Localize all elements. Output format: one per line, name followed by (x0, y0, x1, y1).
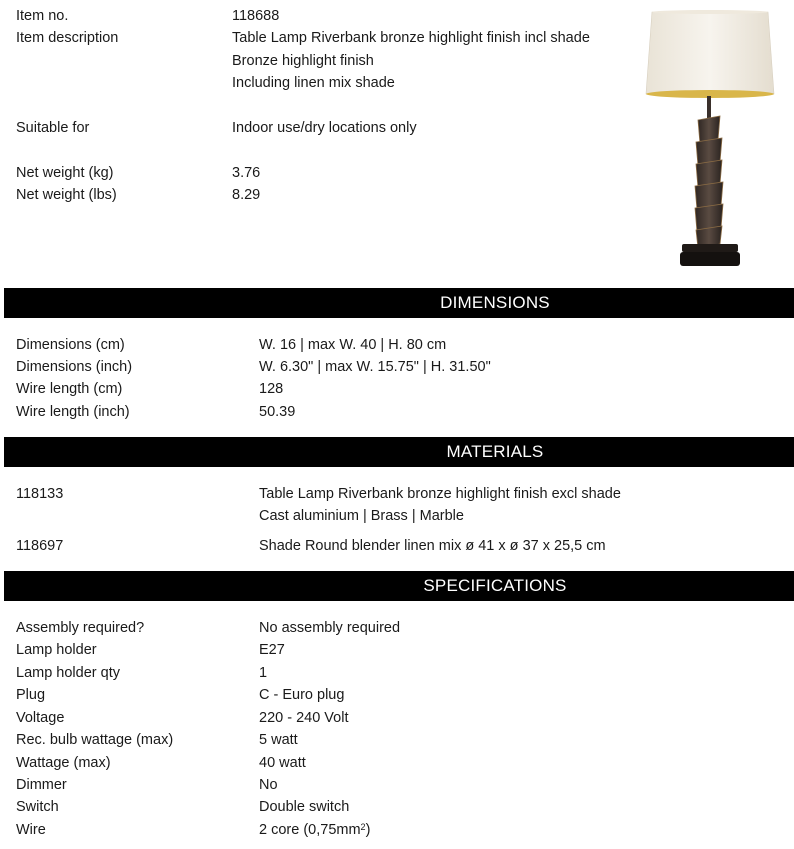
weight-lbs-label: Net weight (lbs) (16, 187, 117, 203)
product-info (0, 0, 794, 280)
product-lamp-image (640, 8, 780, 270)
spec-value: 220 - 240 Volt (259, 710, 349, 726)
wire-suffix: ) (365, 822, 371, 838)
material-composition: Cast aluminium | Brass | Marble (259, 508, 464, 524)
spec-value: C - Euro plug (259, 687, 345, 703)
spec-label: Rec. bulb wattage (max) (16, 732, 174, 748)
item-no-label: Item no. (16, 8, 69, 24)
item-description-label: Item description (16, 30, 119, 46)
spec-label: Wattage (max) (16, 755, 111, 771)
wire-core-text: 2 core (0,75mm (259, 822, 361, 838)
material-description: Shade Round blender linen mix ø 41 x ø 37 x 25,5 cm (259, 538, 606, 554)
spec-label: Wire (16, 822, 46, 838)
wire-superscript: 2 (360, 822, 366, 832)
wire-length-inch-label: Wire length (inch) (16, 404, 130, 420)
spec-label: Switch (16, 799, 59, 815)
item-no-value: 118688 (232, 8, 280, 24)
dimensions-cm-value: W. 16 | max W. 40 | H. 80 cm (259, 337, 447, 353)
materials-heading: MATERIALS (446, 442, 544, 461)
dimensions-cm-label: Dimensions (cm) (16, 337, 125, 353)
material-description: Table Lamp Riverbank bronze highlight finish excl shade (259, 486, 621, 502)
spec-label: Voltage (16, 710, 65, 726)
item-description-line-1: Table Lamp Riverbank bronze highlight finish incl shade (232, 30, 590, 46)
item-description-line-2: Bronze highlight finish (232, 53, 374, 69)
wire-length-cm-label: Wire length (cm) (16, 381, 123, 397)
dimensions-inch-label: Dimensions (inch) (16, 359, 133, 375)
spec-value (259, 819, 370, 841)
spec-value: 40 watt (259, 755, 306, 771)
suitable-label: Suitable for (16, 120, 90, 136)
specifications-heading: SPECIFICATIONS (423, 576, 567, 595)
weight-kg-label: Net weight (kg) (16, 165, 114, 181)
wire-length-inch-value: 50.39 (259, 404, 296, 420)
spec-value: 1 (259, 665, 268, 681)
weight-lbs-value: 8.29 (232, 187, 261, 203)
wire-length-cm-value: 128 (259, 381, 284, 397)
dimensions-inch-value: W. 6.30" | max W. 15.75" | H. 31.50" (259, 359, 491, 375)
spec-value: No assembly required (259, 620, 401, 636)
spec-value: E27 (259, 642, 285, 658)
spec-label: Assembly required? (16, 620, 145, 636)
suitable-value: Indoor use/dry locations only (232, 120, 417, 136)
spec-label: Dimmer (16, 777, 67, 793)
spec-value: Double switch (259, 799, 350, 815)
material-code: 118697 (16, 538, 64, 554)
spec-value: 5 watt (259, 732, 298, 748)
spec-value: No (259, 777, 278, 793)
materials-header (4, 437, 794, 467)
weight-kg-value: 3.76 (232, 165, 261, 181)
spec-label: Lamp holder (16, 642, 97, 658)
item-description-line-3: Including linen mix shade (232, 75, 395, 91)
dimensions-heading: DIMENSIONS (440, 293, 550, 312)
spec-label: Plug (16, 687, 46, 703)
material-code: 118133 (16, 486, 64, 502)
dimensions-header (4, 288, 794, 318)
specifications-header (4, 571, 794, 601)
spec-label: Lamp holder qty (16, 665, 120, 681)
